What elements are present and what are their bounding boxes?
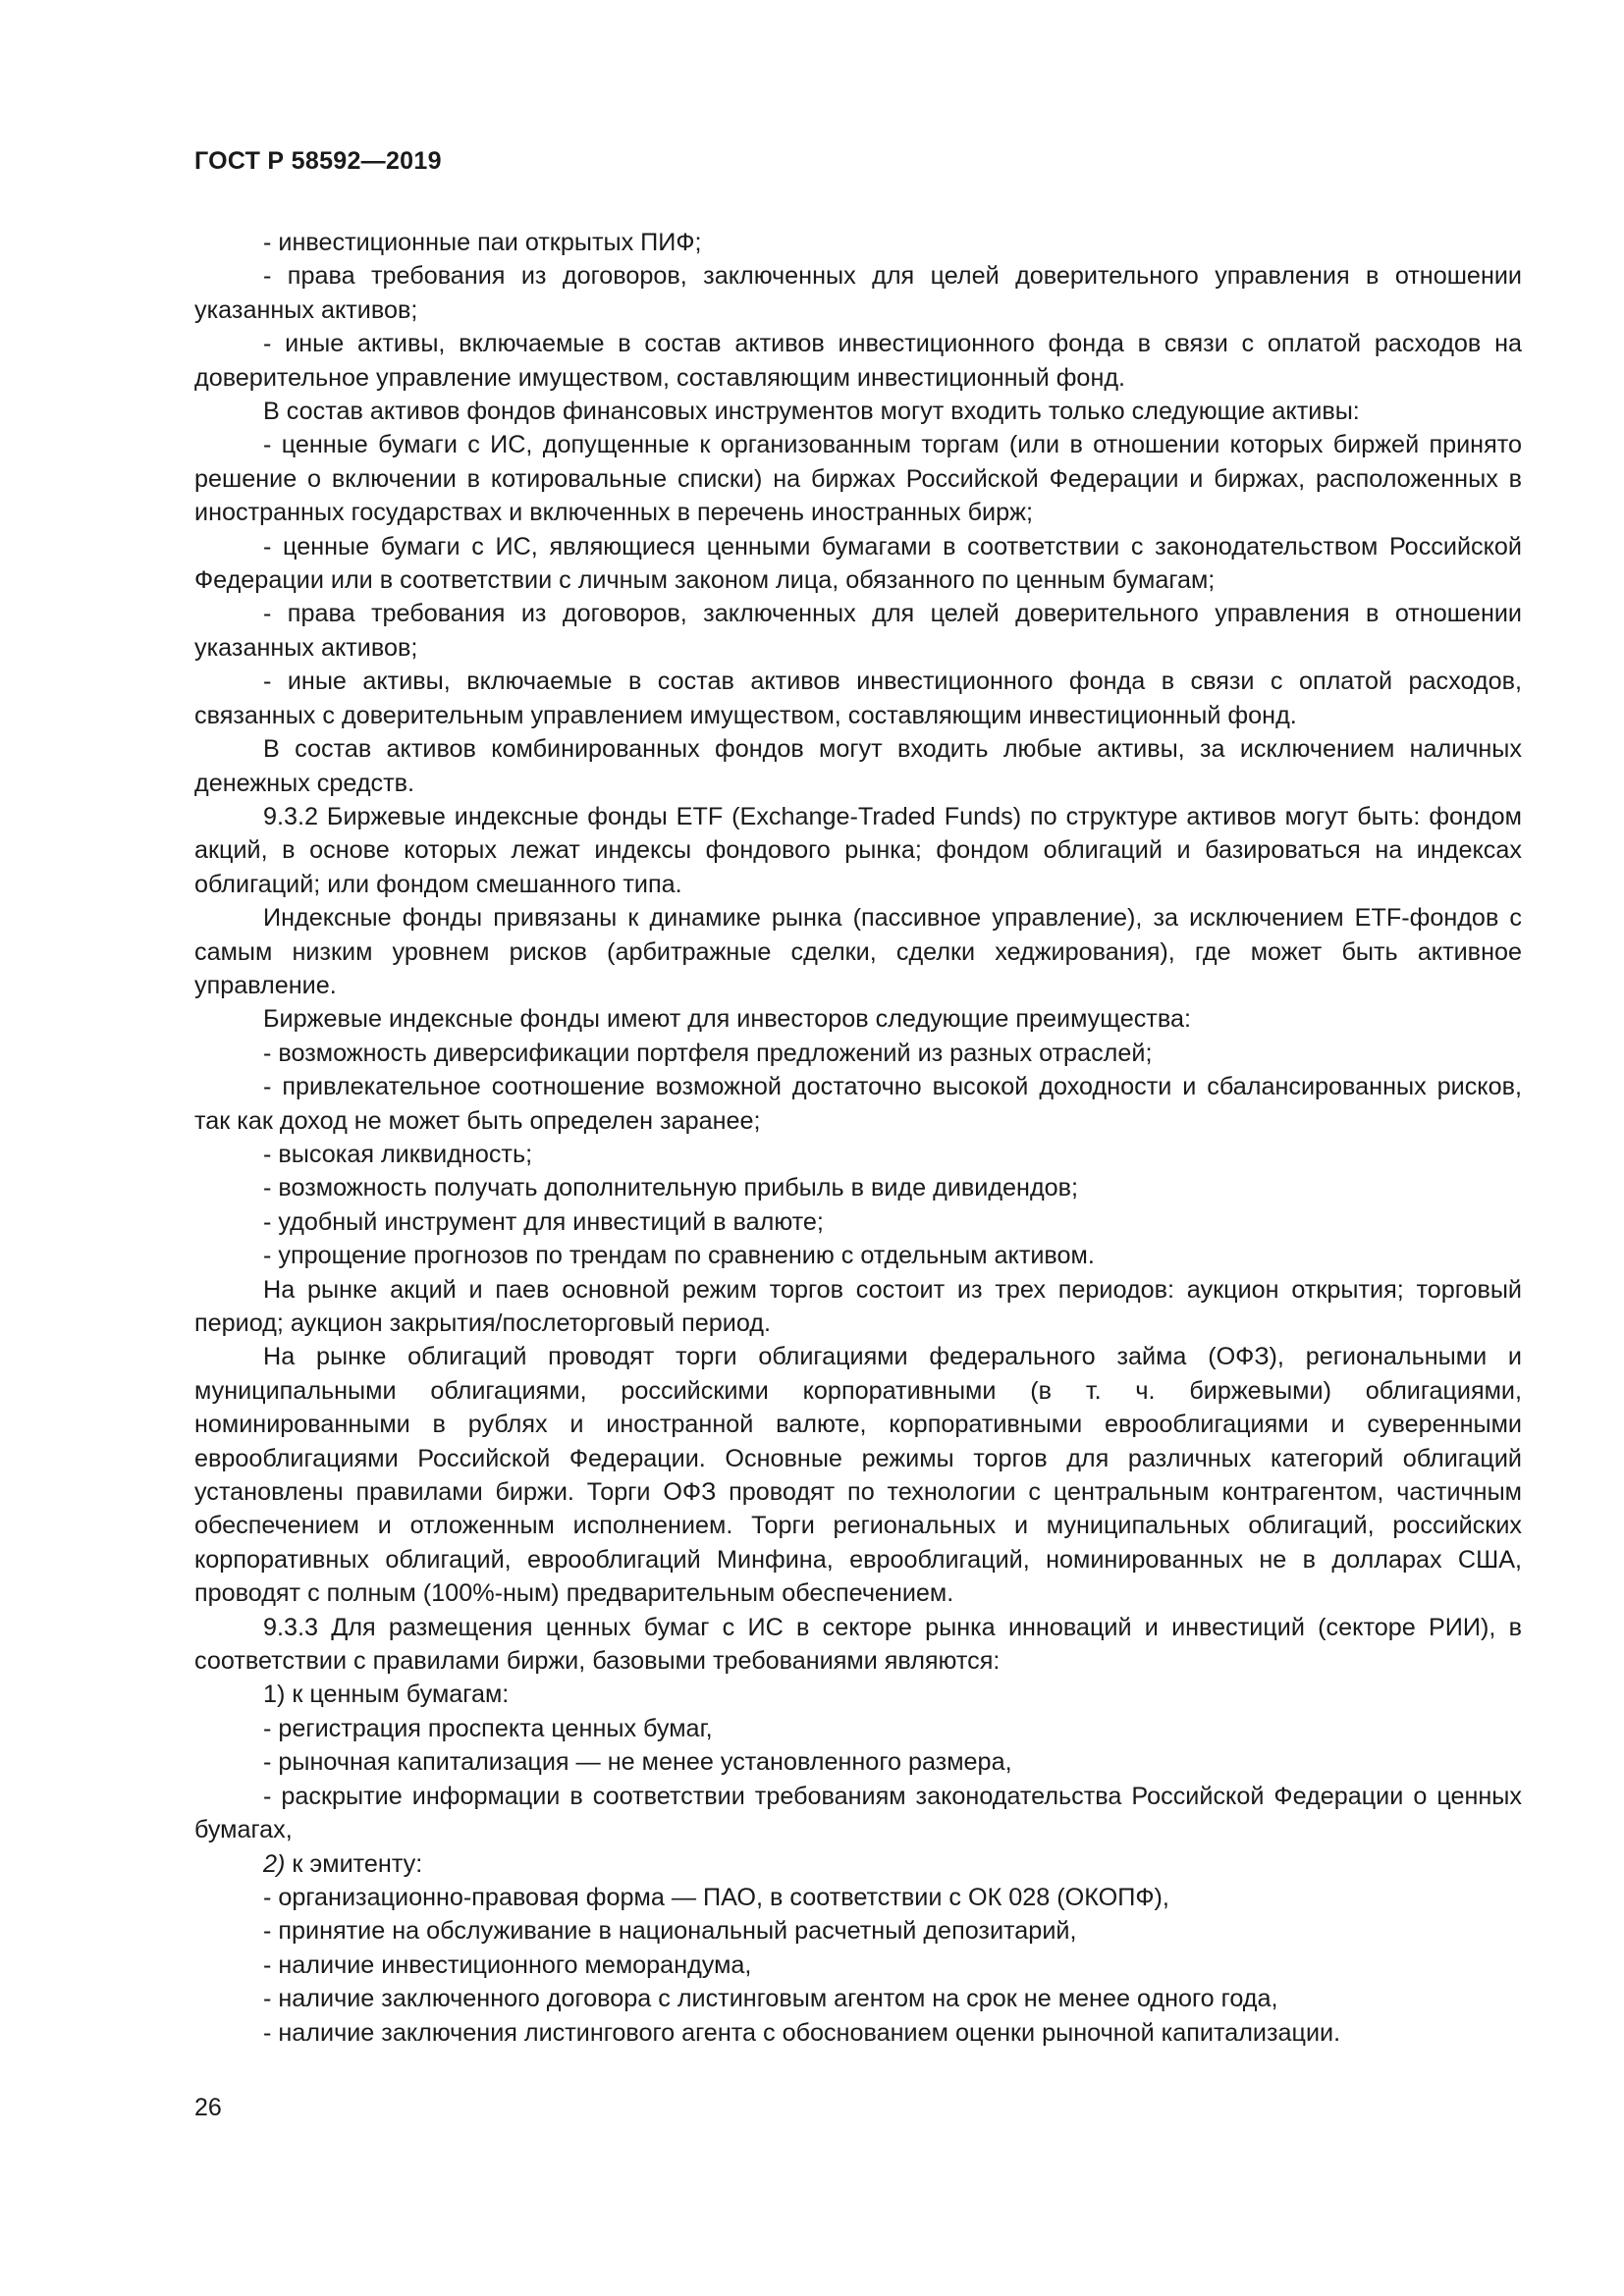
list-item: - высокая ликвидность; [263,1140,533,1168]
section-9-3-3: 9.3.3 Для размещения ценных бумаг с ИС в секторе рынка инноваций и инвестиций (секторе РИИ), в соответствии с правилами биржи, базовыми требованиями являются: [194,1613,1522,1676]
document-body [194,226,1522,2050]
list-heading [194,1847,1522,1881]
paragraph: - права требования из договоров, заключенных для целей доверительного управления в отношении указанных активов; [194,262,1522,324]
list-item: - возможность получать дополнительную прибыль в виде дивидендов; [263,1174,1079,1202]
paragraph: В состав активов фондов финансовых инструментов могут входить только следующие активы: [263,398,1360,426]
paragraph: На рынке акций и паев основной режим торгов состоит из трех периодов: аукцион открытия; торговый период; аукцион закрытия/послеторговый период. [194,1275,1522,1337]
paragraph: - ценные бумаги с ИС, являющиеся ценными бумагами в соответствии с законодательством Российской Федерации или в соответствии с личным законом лица, обязанного по ценным бумагам; [194,532,1522,595]
paragraph: - иные активы, включаемые в состав активов инвестиционного фонда в связи с оплатой расходов, связанных с доверительным управлением имуществом, составляющим инвестиционный фонд. [194,667,1522,729]
paragraph: Индексные фонды привязаны к динамике рынка (пассивное управление), за исключением ETF-фондов с самым низким уровнем рисков (арбитражные сделки, сделки хеджирования), где может быть активное управление. [194,904,1522,999]
list-item: - раскрытие информации в соответствии требованиям законодательства Российской Федерации о ценных бумагах, [194,1782,1522,1844]
list-item: - рыночная капитализация — не менее установленного размера, [263,1748,1012,1777]
list-item: - наличие заключения листингового агента с обоснованием оценки рыночной капитализации. [263,2018,1341,2047]
paragraph: - инвестиционные паи открытых ПИФ; [263,229,702,256]
section-9-3-2: 9.3.2 Биржевые индексные фонды ETF (Exchange-Traded Funds) по структуре активов могут быть: фондом акций, в основе которых лежат индексы фондового рынка; фондом облигаций и базироваться на индексах облигаций; или фондом смешанного типа. [194,802,1522,898]
paragraph: Биржевые индексные фонды имеют для инвесторов следующие преимущества: [263,1005,1191,1034]
paragraph: - ценные бумаги с ИС, допущенные к организованным торгам (или в отношении которых биржей принято решение о включении в котировальные списки) на биржах Российской Федерации и биржах, расположенных в иностранных государствах и включенных в перечень иностранных бирж; [194,431,1522,527]
list-item: - организационно-правовая форма — ПАО, в соответствии с ОК 028 (ОКОПФ), [263,1883,1169,1911]
list-item: - возможность диверсификации портфеля предложений из разных отраслей; [263,1039,1153,1067]
paragraph: - иные активы, включаемые в состав активов инвестиционного фонда в связи с оплатой расходов на доверительное управление имуществом, составляющим инвестиционный фонд. [194,330,1522,392]
list-item: - упрощение прогнозов по трендам по сравнению с отдельным активом. [263,1242,1095,1270]
list-item: - наличие инвестиционного меморандума, [263,1950,752,1979]
list-item: - удобный инструмент для инвестиций в валюте; [263,1207,824,1236]
document-header: ГОСТ Р 58592—2019 [194,147,442,175]
paragraph: На рынке облигаций проводят торги облигациями федерального займа (ОФЗ), региональными и муниципальными облигациями, российскими корпоративными (в т. ч. биржевыми) облигациями, номинированными в рублях и иностранной валюте, корпоративными еврооблигациями и суверенными еврооблигациями Российской Федерации. Основные режимы торгов для различных категорий облигаций установлены правилами биржи. Торги ОФЗ проводят по технологии с центральным контрагентом, частичным обеспечением и отложенным исполнением. Торги региональных и муниципальных облигаций, российских корпоративных облигаций, еврооблигаций Минфина, еврооблигаций, номинированных не в долларах США, проводят с полным (100%-ным) предварительным обеспечением. [194,1343,1522,1608]
list-item: - принятие на обслуживание в национальный расчетный депозитарий, [263,1917,1077,1946]
paragraph: В состав активов комбинированных фондов могут входить любые активы, за исключением наличных денежных средств. [194,735,1522,797]
page-number: 26 [194,2094,222,2121]
paragraph: - права требования из договоров, заключенных для целей доверительного управления в отношении указанных активов; [194,600,1522,662]
list-heading-text: к эмитенту: [285,1849,423,1878]
list-item: - привлекательное соотношение возможной достаточно высокой доходности и сбалансированных рисков, так как доход не может быть определен заранее; [194,1073,1522,1135]
list-heading-number: 2) [263,1849,286,1878]
list-item: - наличие заключенного договора с листинговым агентом на срок не менее одного года, [263,1985,1278,2013]
list-item: - регистрация проспекта ценных бумаг, [263,1714,713,1742]
list-heading: 1) к ценным бумагам: [263,1681,510,1709]
